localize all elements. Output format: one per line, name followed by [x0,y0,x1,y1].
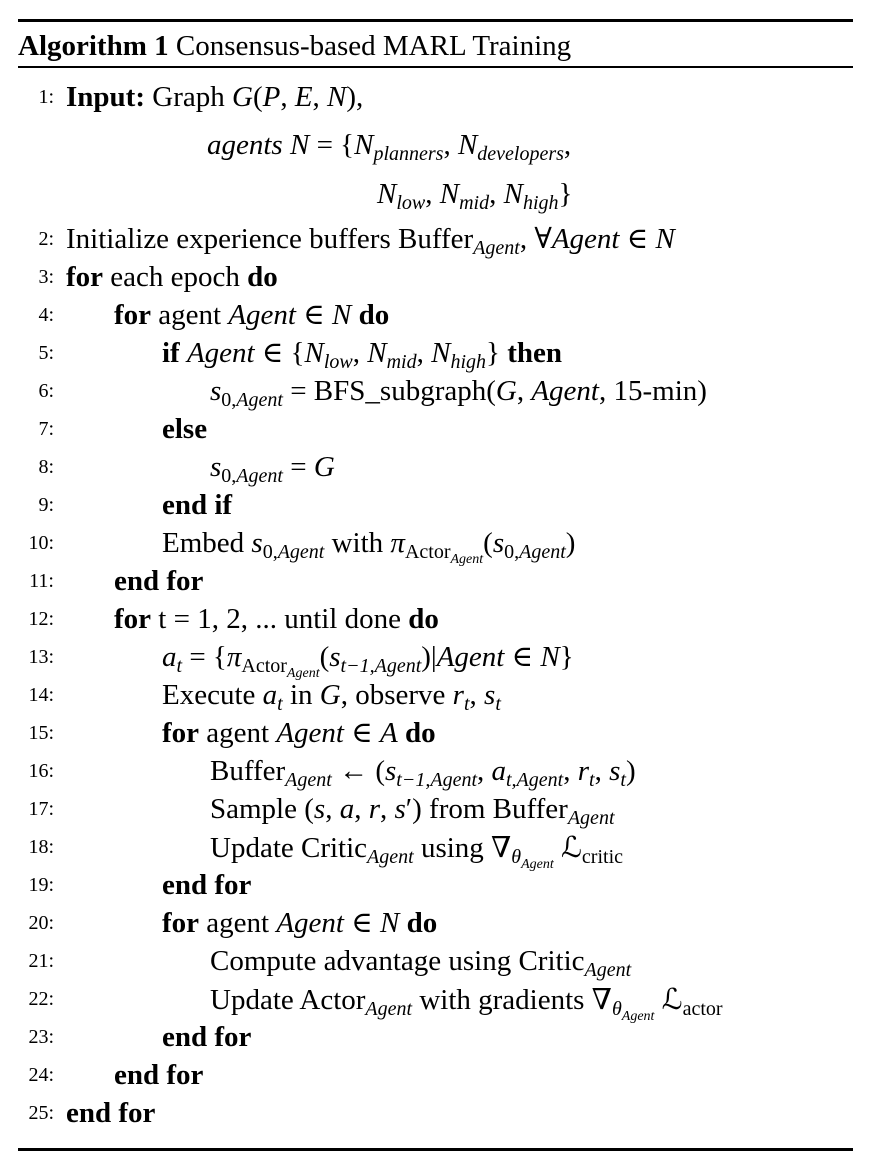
text-segment: , [312,81,328,113]
text-segment: a [162,641,177,673]
line-number: 2: [38,228,54,250]
algorithm-lines [0,72,890,1132]
text-segment: E [294,81,313,113]
text-segment: Update Critic [210,832,368,864]
text-segment: , [354,793,369,825]
text-segment: = { [316,129,355,161]
line-number: 18: [28,836,54,858]
algo-line-13 [0,638,890,681]
text-segment: r [452,679,464,711]
line-number: 24: [28,1064,54,1086]
line-number: 19: [28,874,54,896]
algo-line-25 [0,1094,890,1132]
text-segment: in [282,679,320,711]
text-segment: N [655,223,675,255]
line-content [66,220,890,258]
text-segment: s [609,755,621,787]
text-segment: else [162,413,208,445]
text-segment: N [457,129,478,161]
text-segment: ) from Buffer [412,793,568,825]
text-segment: } [558,178,573,210]
text-segment: 0, [504,541,520,563]
text-segment: Agent [236,389,283,411]
text-segment: ) [625,755,636,787]
line-number: 22: [28,988,54,1010]
text-segment: Agent [521,857,554,872]
line-content [210,372,890,410]
text-segment: Compute advantage using Critic [210,945,585,977]
text-segment: ∈ [296,299,332,331]
text-segment: developers [477,143,564,165]
text-segment [399,907,406,939]
text-segment: planners [373,143,444,165]
line-content [114,296,890,334]
line-content [207,122,890,168]
text-segment: actor [682,998,723,1020]
text-segment: N [379,907,400,939]
text-segment [554,832,561,864]
line-content [162,904,890,942]
text-segment: , [594,755,610,787]
text-segment: Agent [551,223,620,255]
text-segment: , [563,755,578,787]
algo-line-11 [0,562,890,600]
algorithm-title: Consensus-based MARL Training [168,30,572,62]
algo-line-continuation [0,122,890,168]
text-segment: high [450,351,487,373]
algo-line-continuation [0,168,890,220]
text-segment: Agent [584,959,632,981]
line-content [210,790,890,828]
text-segment: do [406,907,438,939]
text-segment: end for [114,1059,204,1091]
line-number: 5: [38,342,54,364]
text-segment: )| [421,641,437,673]
text-segment: high [522,192,559,214]
text-segment [398,717,405,749]
algo-line-14 [0,676,890,714]
line-content [210,980,890,1024]
text-segment: t [463,693,470,715]
algo-line-4 [0,296,890,334]
line-content [66,72,890,122]
text-segment: Agent [473,237,520,259]
text-segment: Agent [450,552,484,567]
algo-line-21 [0,942,890,980]
text-segment: Agent [277,541,325,563]
header-rule [18,66,853,68]
text-segment: Agent [519,541,566,563]
text-segment: ∈ [344,717,380,749]
line-number: 16: [28,760,54,782]
text-segment: each epoch [103,261,248,293]
text-segment: Update Actor [210,984,366,1016]
text-segment: ) [565,527,576,559]
text-segment: Agent [228,299,296,331]
line-content [66,1094,890,1132]
text-segment: for [66,261,104,293]
line-number: 13: [28,646,54,668]
text-segment: , [325,793,340,825]
text-segment: t,Agent [506,769,564,791]
text-segment: N [331,299,352,331]
line-content [114,562,890,600]
line-number: 11: [29,570,54,592]
text-segment: end for [114,565,204,597]
text-segment: N [327,81,347,113]
text-segment: t [176,655,183,677]
text-segment: ), [346,81,364,113]
text-segment: mid [459,192,490,214]
text-segment: θ [511,846,522,868]
text-segment: Execute [162,679,263,711]
algo-line-1 [0,72,890,122]
text-segment: for [162,907,200,939]
text-segment: Agent [365,998,413,1020]
text-segment: N [439,178,460,210]
text-segment: t [589,769,595,791]
text-segment: low [323,351,353,373]
text-segment: ( [252,81,263,113]
text-segment: , [443,129,458,161]
text-segment: = [282,451,314,483]
algo-line-16 [0,752,890,790]
text-segment: Sample ( [210,793,314,825]
text-segment: t = 1, 2, ... until done [151,603,409,635]
text-segment: N [431,337,451,369]
text-segment: s [394,793,406,825]
text-segment: P [262,81,281,113]
algo-line-22 [0,980,890,1024]
text-segment [351,299,358,331]
algo-line-15 [0,714,890,752]
algo-line-17 [0,790,890,828]
algo-line-2 [0,220,890,258]
text-segment: , [489,178,504,210]
text-segment: Agent [276,907,344,939]
text-segment: s [313,793,326,825]
line-number: 7: [38,418,54,440]
text-segment: Buffer [210,755,286,787]
text-segment: , 15-min) [599,375,707,407]
text-segment: if [162,337,180,369]
algo-line-19 [0,866,890,904]
text-segment: Agent [286,666,320,681]
text-segment: , [563,129,572,161]
algo-line-7 [0,410,890,448]
text-segment: a [339,793,355,825]
text-segment: agents N [207,129,317,161]
text-segment: end for [162,869,252,901]
text-segment [654,984,661,1016]
line-number: 25: [28,1102,54,1124]
text-segment: end for [162,1021,252,1053]
text-segment: t−1,Agent [340,655,422,677]
line-content [162,714,890,752]
algorithm-caption [18,30,571,63]
text-segment: = { [182,641,227,673]
text-segment: do [358,299,390,331]
text-segment: mid [386,351,417,373]
text-segment: ∈ [504,641,541,673]
text-segment: G [319,679,341,711]
text-segment: Agent [236,465,283,487]
text-segment: low [396,192,426,214]
text-segment: π [226,641,242,673]
text-segment: N [503,178,523,210]
line-number: 23: [28,1026,54,1048]
line-content [114,1056,890,1094]
text-segment: do [404,717,436,749]
algo-line-6 [0,372,890,410]
text-segment: Agent [621,1009,655,1024]
algo-line-5 [0,334,890,372]
line-content [210,828,890,872]
algo-line-23 [0,1018,890,1056]
line-content [114,600,890,638]
text-segment: , [380,793,395,825]
text-segment: a [491,755,506,787]
text-segment: do [408,603,439,635]
algorithm-label: Algorithm 1 [18,30,169,62]
text-segment: Agent [567,807,615,829]
text-segment: s [484,679,496,711]
algo-line-8 [0,448,890,486]
text-segment: N [354,129,374,161]
text-segment: ℒ [561,830,582,864]
line-number: 12: [28,608,54,630]
text-segment: ( [319,641,330,673]
text-segment: , [469,679,485,711]
text-segment: t [495,693,501,715]
line-number: 9: [38,494,54,516]
text-segment: ∈ [344,907,380,939]
line-content [162,334,890,372]
text-segment: Agent [436,641,505,673]
text-segment: t−1,Agent [396,769,477,791]
text-segment: s [251,527,263,559]
line-content [377,168,890,220]
text-segment: N [540,641,560,673]
line-content [162,866,890,904]
text-segment: , [280,81,295,113]
text-segment: Graph [152,81,232,113]
text-segment: , [477,755,492,787]
text-segment: s [492,527,505,559]
text-segment: a [262,679,278,711]
text-segment: G [495,375,517,407]
text-segment: critic [581,846,624,868]
line-number: 8: [38,456,54,478]
text-segment: , [516,375,532,407]
text-segment: s [210,451,222,483]
text-segment: Agent [285,769,332,791]
line-content [162,410,890,448]
line-number: 14: [28,684,54,706]
text-segment: G [231,81,253,113]
text-segment: , [425,178,440,210]
line-content [210,448,890,486]
text-segment: , [352,337,368,369]
text-segment: s [329,641,341,673]
algo-line-12 [0,600,890,638]
algo-line-9 [0,486,890,524]
line-content [210,942,890,980]
text-segment: Actor [404,541,451,563]
text-segment: N [304,337,324,369]
line-number: 17: [28,798,54,820]
text-segment: then [507,337,562,369]
text-segment: Input: [66,81,153,113]
text-segment: } [486,337,508,369]
text-segment: Agent [186,337,255,369]
text-segment: s [385,755,397,787]
text-segment: Actor [241,655,287,677]
text-segment: A [379,717,398,749]
text-segment: 0, [221,389,237,411]
text-segment: agent [199,717,277,749]
line-number: 15: [28,722,54,744]
line-number: 3: [38,266,54,288]
text-segment: for [114,603,152,635]
text-segment: ( [483,527,493,559]
algo-line-3 [0,258,890,296]
line-number: 21: [28,950,54,972]
line-content [162,486,890,524]
text-segment: do [247,261,278,293]
text-segment: with [324,527,391,559]
text-segment: Initialize experience buffers Buffer [66,223,474,255]
text-segment: agent [199,907,277,939]
text-segment: , observe [340,679,453,711]
text-segment: ← ( [331,755,385,787]
line-content [162,676,890,714]
text-segment: s [210,375,222,407]
text-segment: G [313,451,335,483]
line-number: 4: [38,304,54,326]
algo-line-20 [0,904,890,942]
text-segment: r [577,755,590,787]
text-segment: r [368,793,380,825]
text-segment: with gradients ∇ [412,984,612,1016]
text-segment: 0, [262,541,278,563]
line-number: 6: [38,380,54,402]
text-segment: Agent [276,717,344,749]
text-segment: Agent [531,375,599,407]
line-content [66,258,890,296]
algo-line-10 [0,524,890,567]
text-segment: , [416,337,432,369]
line-number: 10: [28,532,54,554]
text-segment: θ [611,998,622,1020]
text-segment: , ∀ [519,223,552,255]
line-content [162,524,890,567]
text-segment: Embed [162,527,252,559]
text-segment: N [377,178,397,210]
text-segment: end for [66,1097,156,1129]
line-number: 20: [28,912,54,934]
top-rule [18,19,853,22]
text-segment: ∈ [619,223,656,255]
text-segment [180,337,187,369]
text-segment: π [390,527,405,559]
text-segment: } [559,641,574,673]
algo-line-24 [0,1056,890,1094]
text-segment: = BFS_subgraph( [282,375,496,407]
text-segment: Agent [367,846,414,868]
text-segment: agent [151,299,229,331]
text-segment: ′ [405,793,413,825]
line-content [162,638,890,681]
line-content [162,1018,890,1056]
text-segment: N [367,337,387,369]
text-segment: t [277,693,283,715]
algo-line-18 [0,828,890,872]
text-segment: ℒ [661,982,683,1016]
line-number: 1: [38,86,54,108]
text-segment: end if [162,489,233,521]
text-segment: for [114,299,152,331]
line-content [210,752,890,790]
text-segment: for [162,717,200,749]
text-segment: using ∇ [413,832,512,864]
text-segment: t [620,769,626,791]
text-segment: ∈ { [254,337,305,369]
bottom-rule [18,1148,853,1151]
text-segment: 0, [221,465,237,487]
